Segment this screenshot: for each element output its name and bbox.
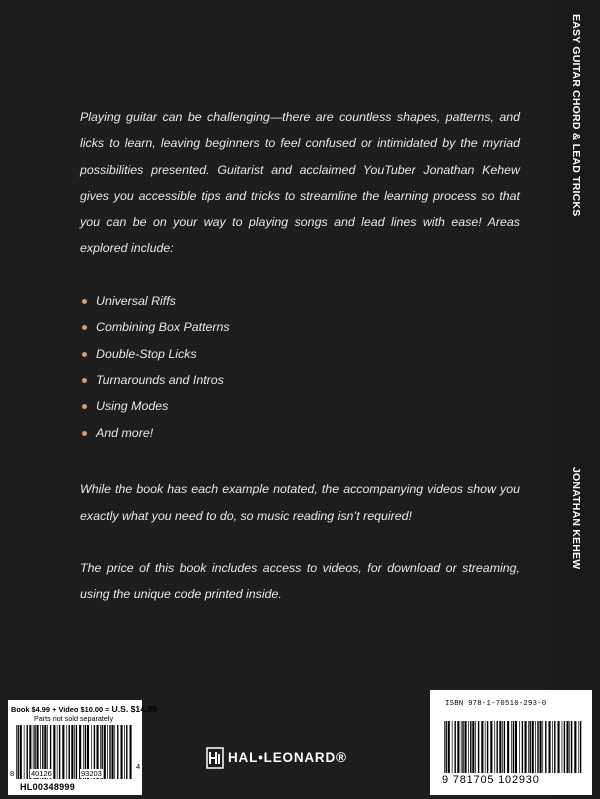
topic-item: Double-Stop Licks bbox=[80, 341, 520, 367]
publisher-name: HAL•LEONARD® bbox=[228, 750, 347, 765]
upc-digit-right: 4 bbox=[136, 762, 141, 771]
topic-item: Using Modes bbox=[80, 393, 520, 419]
isbn-barcode-number: 9 781705 102930 bbox=[442, 774, 540, 786]
price-subtext: Parts not sold separately bbox=[34, 714, 114, 723]
upc-digits-1: 40126 bbox=[31, 769, 52, 778]
spine-author: JONATHAN KEHEW bbox=[570, 467, 582, 570]
price-paragraph: The price of this book includes access to videos, for download or streaming, using the unique code printed inside. bbox=[80, 560, 520, 602]
spine bbox=[558, 0, 598, 799]
isbn-barcode bbox=[444, 721, 584, 773]
isbn-label-box bbox=[430, 690, 592, 795]
isbn-text: ISBN 978-1-70510-293-0 bbox=[445, 700, 547, 708]
price-total: U.S. $14.99 bbox=[111, 704, 157, 714]
publisher-logo bbox=[206, 746, 386, 770]
topic-list bbox=[80, 288, 520, 446]
intro-paragraph: Playing guitar can be challenging—there are countless shapes, patterns, and licks to learn, leaving beginners to feel confused or intimidated by the myriad possibilities presented. Guitarist and acclaimed YouTuber Jonathan Kehew gives you accessible tips and tricks to streamline the learning process so that you can be on your way to playing songs and lead lines with ease! Areas explored include: bbox=[80, 110, 520, 256]
product-code: HL00348999 bbox=[20, 782, 76, 792]
price-label-box bbox=[8, 700, 157, 795]
price-breakdown: Book $4.99 + Video $10.00 = bbox=[11, 705, 112, 714]
topic-item: Combining Box Patterns bbox=[80, 314, 520, 340]
upc-digits-2: 93203 bbox=[81, 769, 102, 778]
spine-title: EASY GUITAR CHORD & LEAD TRICKS bbox=[570, 14, 582, 217]
videos-paragraph: While the book has each example notated, the accompanying videos show you exactly what you need to do, so music reading isn’t required! bbox=[80, 482, 520, 523]
topic-item: Turnarounds and Intros bbox=[80, 367, 520, 393]
topic-item: And more! bbox=[80, 420, 520, 446]
description bbox=[80, 104, 520, 607]
topic-item: Universal Riffs bbox=[80, 288, 520, 314]
hal-leonard-icon bbox=[206, 746, 224, 770]
price-line bbox=[11, 704, 157, 714]
upc-digit-left: 8 bbox=[10, 769, 15, 778]
